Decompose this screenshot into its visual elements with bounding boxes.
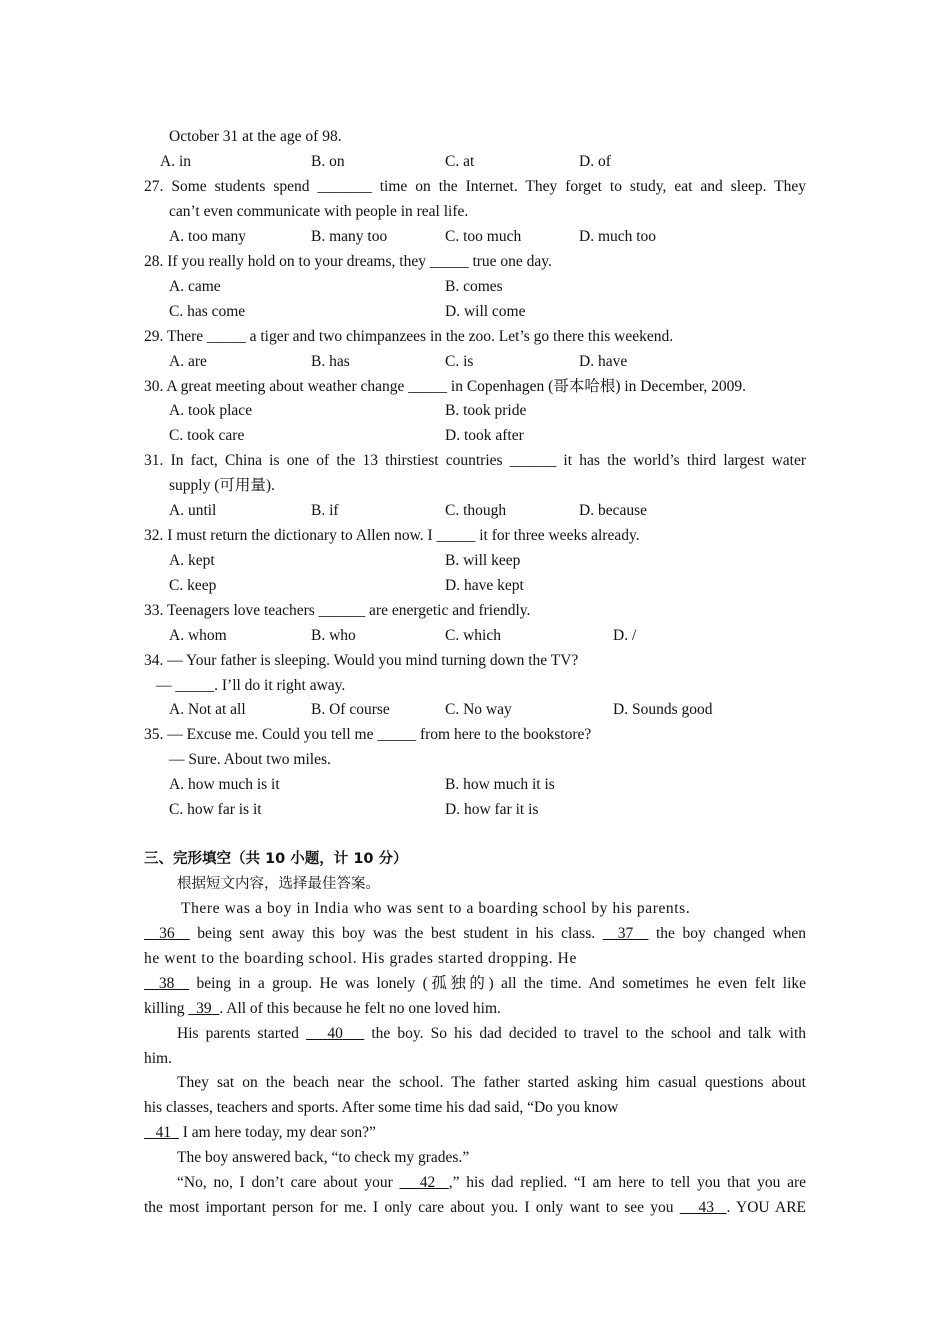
passage-line: 41 I am here today, my dear son?” xyxy=(144,1123,376,1143)
q26-option-b: B. on xyxy=(311,153,345,170)
q34-option-c: C. No way xyxy=(445,701,512,718)
q33-option-b: B. who xyxy=(311,627,356,644)
q31-option-b: B. if xyxy=(311,502,339,519)
q35-stem: 35. — Excuse me. Could you tell me _____ from here to the bookstore? xyxy=(144,726,592,743)
q28-stem: 28. If you really hold on to your dreams, they _____ true one day. xyxy=(144,253,552,270)
passage-line: 38 being in a group. He was lonely (孤独的) all the time. And sometimes he even felt like xyxy=(144,974,806,994)
blank-41: 41 xyxy=(155,1124,172,1141)
blank-42: 42 xyxy=(419,1174,436,1191)
passage-line: killing 39 . All of this because he felt no one loved him. xyxy=(144,1000,501,1017)
q26-option-c: C. at xyxy=(445,153,475,170)
q30-option-b: B. took pride xyxy=(445,402,527,419)
q30-option-d: D. took after xyxy=(445,427,524,444)
blank-43: 43 xyxy=(698,1199,714,1216)
blank-38: 38 xyxy=(158,975,175,992)
passage-line: he went to the boarding school. His grades started dropping. He xyxy=(144,950,577,967)
blank-37: 37 xyxy=(617,925,634,942)
passage-line: “No, no, I don’t care about your 42 ,” his dad replied. “I am here to tell you that you are xyxy=(177,1174,806,1191)
q31-option-a: A. until xyxy=(169,502,217,519)
q29-option-a: A. are xyxy=(169,353,207,370)
q31-option-d: D. because xyxy=(579,502,647,519)
passage-line: the most important person for me. I only care about you. I only want to see you 43 . YOU ARE xyxy=(144,1199,806,1216)
q34-option-d: D. Sounds good xyxy=(613,701,713,718)
q35-reply: — Sure. About two miles. xyxy=(169,751,331,768)
q28-option-c: C. has come xyxy=(169,303,246,320)
q32-option-c: C. keep xyxy=(169,577,217,594)
q33-option-d: D. / xyxy=(613,627,637,644)
q35-option-b: B. how much it is xyxy=(445,776,555,793)
q26-option-a: A. in xyxy=(160,153,191,170)
q35-option-d: D. how far it is xyxy=(445,801,539,818)
q30-option-a: A. took place xyxy=(169,402,253,419)
q31-option-c: C. though xyxy=(445,502,507,519)
passage-line: him. xyxy=(144,1050,172,1067)
q33-option-a: A. whom xyxy=(169,627,227,644)
q34-option-a: A. Not at all xyxy=(169,701,246,718)
blank-40: 40 xyxy=(327,1025,343,1042)
q29-option-b: B. has xyxy=(311,353,350,370)
q32-option-a: A. kept xyxy=(169,552,215,569)
q29-stem: 29. There _____ a tiger and two chimpanzees in the zoo. Let’s go there this weekend. xyxy=(144,328,674,345)
q29-option-c: C. is xyxy=(445,353,474,370)
blank-36: 36 xyxy=(159,925,175,942)
q27-option-a: A. too many xyxy=(169,228,247,245)
q30-option-c: C. took care xyxy=(169,427,245,444)
passage-line: There was a boy in India who was sent to a boarding school by his parents. xyxy=(181,900,691,917)
passage-line: His parents started 40 the boy. So his dad decided to travel to the school and talk with xyxy=(177,1025,807,1042)
q31-stem: 31. In fact, China is one of the 13 thirstiest countries ______ it has the world’s third largest water xyxy=(144,452,806,469)
q32-option-b: B. will keep xyxy=(445,552,521,569)
q27-option-c: C. too much xyxy=(445,228,522,245)
q30-stem: 30. A great meeting about weather change _____ in Copenhagen (哥本哈根) in December, 2009. xyxy=(144,378,746,395)
q35-option-a: A. how much is it xyxy=(169,776,280,793)
q27-stem: 27. Some students spend _______ time on the Internet. They forget to study, eat and sleep. They xyxy=(144,178,806,195)
q33-option-c: C. which xyxy=(445,627,501,644)
q27-stem-cont: can’t even communicate with people in real life. xyxy=(169,203,469,220)
passage-line: The boy answered back, “to check my grades.” xyxy=(177,1149,470,1166)
q28-option-a: A. came xyxy=(169,278,221,295)
q31-stem-cont: supply (可用量). xyxy=(169,477,275,494)
passage-line: They sat on the beach near the school. The father started asking him casual questions about xyxy=(177,1074,806,1091)
q27-option-d: D. much too xyxy=(579,228,657,245)
q33-stem: 33. Teenagers love teachers ______ are energetic and friendly. xyxy=(144,602,531,619)
q35-option-c: C. how far is it xyxy=(169,801,262,818)
q29-option-d: D. have xyxy=(579,353,628,370)
q34-option-b: B. Of course xyxy=(311,701,390,718)
q26-stem-tail: October 31 at the age of 98. xyxy=(169,128,342,145)
blank-39: 39 xyxy=(196,1000,212,1017)
q34-reply: — _____. I’ll do it right away. xyxy=(156,677,346,694)
q32-option-d: D. have kept xyxy=(445,577,524,594)
q34-stem: 34. — Your father is sleeping. Would you mind turning down the TV? xyxy=(144,652,579,669)
passage-line: his classes, teachers and sports. After some time his dad said, “Do you know xyxy=(144,1099,619,1116)
passage-line: 36 being sent away this boy was the best student in his class. 37 the boy changed when xyxy=(144,924,806,944)
q32-stem: 32. I must return the dictionary to Allen now. I _____ it for three weeks already. xyxy=(144,527,640,544)
q28-option-d: D. will come xyxy=(445,303,526,320)
q26-option-d: D. of xyxy=(579,153,611,170)
section-instruction: 根据短文内容，选择最佳答案。 xyxy=(177,876,380,892)
q28-option-b: B. comes xyxy=(445,278,503,295)
q27-option-b: B. many too xyxy=(311,228,388,245)
section-title: 三、完形填空（共 10 小题，计 10 分） xyxy=(144,851,408,867)
